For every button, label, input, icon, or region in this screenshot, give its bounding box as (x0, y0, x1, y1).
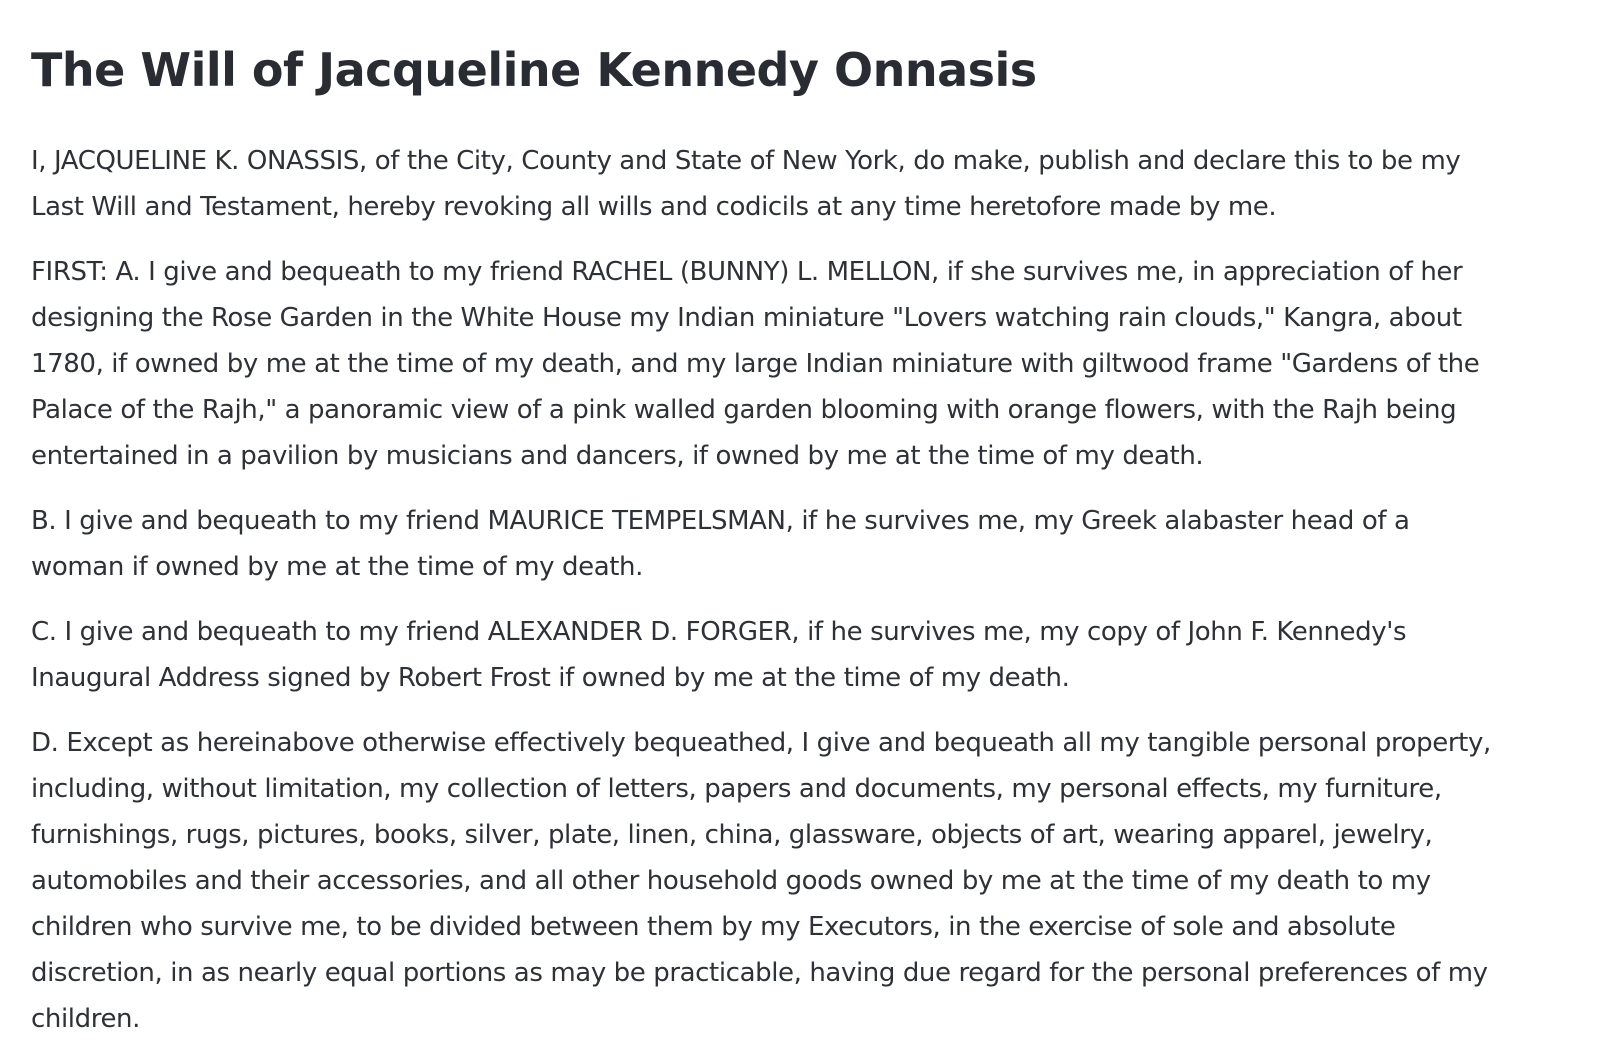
paragraph-preamble: I, JACQUELINE K. ONASSIS, of the City, County and State of New York, do make, publish and declare this to be my Last Will and Testament, hereby revoking all wills and codicils at any time heretofore made by me. (31, 146, 1461, 222)
paragraph-b: B. I give and bequeath to my friend MAURICE TEMPELSMAN, if he survives me, my Greek alabaster head of a woman if owned by me at the time of my death. (31, 506, 1410, 582)
paragraph-d: D. Except as hereinabove otherwise effectively bequeathed, I give and bequeath all my tangible personal property, including, without limitation, my collection of letters, papers and documents, my personal effects, my furniture, furnishings, rugs, pictures, books, silver, plate, linen, china, glassware, objects of art, wearing apparel, jewelry, automobiles and their accessories, and all other household goods owned by me at the time of my death to my children who survive me, to be divided between them by my Executors, in the exercise of sole and absolute discretion, in as nearly equal portions as may be practicable, having due regard for the personal preferences of my children. (31, 728, 1491, 1034)
paragraph-c: C. I give and bequeath to my friend ALEXANDER D. FORGER, if he survives me, my copy of John F. Kennedy's Inaugural Address signed by Robert Frost if owned by me at the time of my death. (31, 617, 1407, 693)
paragraph-first-a: FIRST: A. I give and bequeath to my friend RACHEL (BUNNY) L. MELLON, if she survives me, in appreciation of her designing the Rose Garden in the White House my Indian miniature "Lovers watching rain clouds," Kangra, about 1780, if owned by me at the time of my death, and my large Indian miniature with giltwood frame "Gardens of the Palace of the Rajh," a panoramic view of a pink walled garden blooming with orange flowers, with the Rajh being entertained in a pavilion by musicians and dancers, if owned by me at the time of my death. (31, 257, 1480, 471)
document-title: The Will of Jacqueline Kennedy Onnasis (31, 43, 1037, 97)
